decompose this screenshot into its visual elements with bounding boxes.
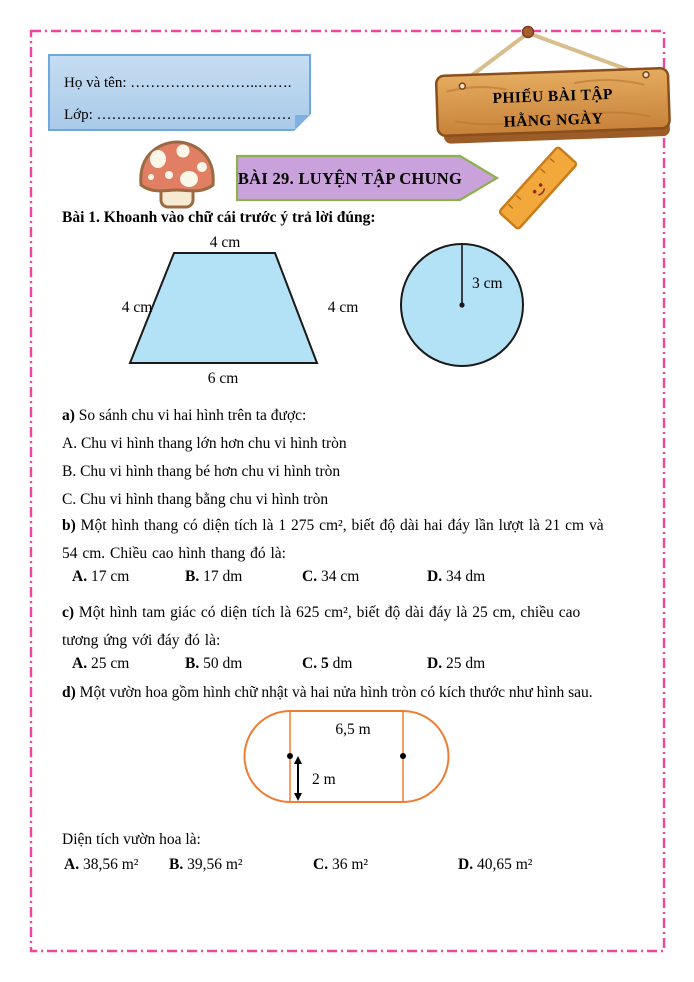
student-info-box bbox=[48, 54, 311, 131]
question-a-stem: a) So sánh chu vi hai hình trên ta được: bbox=[62, 407, 307, 424]
option-a-A: A. Chu vi hình thang lớn hơn chu vi hình tròn bbox=[62, 434, 347, 452]
exercise-title: Bài 1. Khoanh vào chữ cái trước ý trả lời đúng: bbox=[62, 209, 376, 226]
sign-title-line2: HẰNG NGÀY bbox=[503, 110, 604, 131]
question-c bbox=[62, 599, 674, 655]
hanging-sign bbox=[425, 20, 677, 148]
trapezoid-left-label: 4 cm bbox=[121, 299, 153, 316]
option-d-D: D. 40,65 m² bbox=[458, 856, 533, 873]
option-c-A: A. 25 cm bbox=[72, 655, 130, 672]
question-b-line1: b) Một hình thang có diện tích là 1 275 cm², biết độ dài hai đáy lần lượt là 21 cm và bbox=[62, 517, 604, 534]
question-d-prompt: Diện tích vườn hoa là: bbox=[62, 831, 201, 848]
student-name-line: Họ và tên: ……………………..……. bbox=[64, 75, 292, 91]
trapezoid-bottom-label: 6 cm bbox=[207, 370, 239, 387]
student-class-line: Lớp: ………………………………… bbox=[64, 107, 292, 123]
option-d-A: A. 38,56 m² bbox=[64, 856, 139, 873]
circle-radius-label: 3 cm bbox=[472, 275, 503, 292]
question-d-options bbox=[62, 856, 672, 874]
question-b-options bbox=[62, 568, 662, 586]
lesson-banner-title: BÀI 29. LUYỆN TẬP CHUNG bbox=[237, 169, 463, 188]
question-c-options bbox=[62, 655, 662, 673]
option-b-D: D. 34 dm bbox=[427, 568, 486, 585]
trapezoid-top-label: 4 cm bbox=[209, 234, 241, 251]
option-b-A: A. 17 cm bbox=[72, 568, 130, 585]
option-b-B: B. 17 dm bbox=[185, 568, 243, 585]
option-c-C: C. 5 dm bbox=[302, 655, 353, 672]
question-c-line2: tương ứng với đáy đó là: bbox=[62, 632, 221, 649]
sign-board bbox=[436, 68, 670, 144]
question-d: d) Một vườn hoa gồm hình chữ nhật và hai nửa hình tròn có kích thước như hình sau. bbox=[62, 684, 593, 701]
trapezoid-figure bbox=[98, 232, 378, 392]
trapezoid-right-label: 4 cm bbox=[327, 299, 359, 316]
option-a-C: C. Chu vi hình thang bằng chu vi hình tròn bbox=[62, 490, 329, 508]
option-d-C: C. 36 m² bbox=[313, 856, 369, 873]
garden-figure bbox=[240, 704, 455, 810]
option-d-B: B. 39,56 m² bbox=[169, 856, 243, 873]
mushroom-icon bbox=[131, 137, 223, 215]
sign-nail-icon bbox=[523, 27, 534, 38]
option-a-B: B. Chu vi hình thang bé hơn chu vi hình tròn bbox=[62, 462, 341, 480]
question-a bbox=[62, 402, 662, 514]
garden-radius-label: 2 m bbox=[312, 771, 336, 788]
option-c-D: D. 25 dm bbox=[427, 655, 486, 672]
sign-title-line1: PHIẾU BÀI TẬP bbox=[492, 85, 614, 108]
option-c-B: B. 50 dm bbox=[185, 655, 243, 672]
lesson-banner bbox=[236, 154, 500, 202]
question-b bbox=[62, 512, 674, 568]
circle-figure bbox=[396, 238, 532, 374]
garden-width-label: 6,5 m bbox=[335, 721, 371, 738]
option-b-C: C. 34 cm bbox=[302, 568, 360, 585]
question-c-line1: c) Một hình tam giác có diện tích là 625 cm², biết độ dài đáy là 25 cm, chiều cao bbox=[62, 604, 581, 621]
question-b-line2: 54 cm. Chiều cao hình thang đó là: bbox=[62, 545, 286, 562]
ruler-icon bbox=[490, 140, 586, 236]
